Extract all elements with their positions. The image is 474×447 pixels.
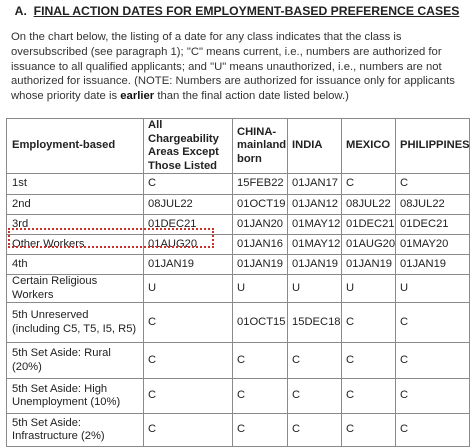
- table-cell: 01JAN19: [396, 255, 470, 275]
- table-cell: C: [144, 303, 233, 343]
- section-heading: [0, 0, 474, 18]
- table-cell: C: [396, 379, 470, 414]
- table-cell: U: [288, 275, 342, 303]
- table-cell: C: [396, 414, 470, 447]
- row-label: Other Workers: [7, 235, 144, 255]
- header-india: INDIA: [288, 119, 342, 174]
- row-label: 1st: [7, 174, 144, 195]
- table-cell: C: [288, 343, 342, 379]
- table-cell: 01MAY12: [288, 215, 342, 235]
- table-cell: U: [233, 275, 288, 303]
- table-cell: C: [396, 174, 470, 195]
- row-label: 3rd: [7, 215, 144, 235]
- table-cell: 08JUL22: [144, 195, 233, 215]
- table-cell: C: [342, 343, 396, 379]
- table-cell: 01JAN19: [288, 255, 342, 275]
- row-label: 5th Set Aside: Infrastructure (2%): [7, 414, 144, 447]
- table-cell: 01AUG20: [144, 235, 233, 255]
- table-row-other-workers: [7, 235, 470, 255]
- table-cell: 01OCT19: [233, 195, 288, 215]
- table-cell: 01JAN16: [233, 235, 288, 255]
- table-cell: C: [288, 414, 342, 447]
- table-cell: C: [144, 379, 233, 414]
- table-cell: C: [342, 303, 396, 343]
- table-row: [7, 414, 470, 447]
- table-cell: 01DEC21: [342, 215, 396, 235]
- table-cell: C: [342, 414, 396, 447]
- table-cell: 01JAN12: [288, 195, 342, 215]
- table-cell: 01OCT15: [233, 303, 288, 343]
- table-row: [7, 275, 470, 303]
- table-cell: C: [342, 379, 396, 414]
- table-cell: U: [396, 275, 470, 303]
- table-cell: C: [233, 379, 288, 414]
- table-header-row: [7, 119, 470, 174]
- table-cell: 01JAN20: [233, 215, 288, 235]
- table-cell: 01JAN19: [342, 255, 396, 275]
- final-action-dates-table: [6, 118, 470, 447]
- row-label: Certain Religious Workers: [7, 275, 144, 303]
- table-cell: U: [144, 275, 233, 303]
- table-row: [7, 255, 470, 275]
- table-cell: C: [288, 379, 342, 414]
- table-cell: C: [144, 343, 233, 379]
- section-letter: A.: [14, 4, 27, 18]
- table-cell: 08JUL22: [342, 195, 396, 215]
- row-label: 4th: [7, 255, 144, 275]
- table-row: [7, 195, 470, 215]
- row-label: 5th Set Aside: High Unemployment (10%): [7, 379, 144, 414]
- table-cell: C: [233, 343, 288, 379]
- table-cell: 01MAY12: [288, 235, 342, 255]
- header-mexico: MEXICO: [342, 119, 396, 174]
- table-cell: 01MAY20: [396, 235, 470, 255]
- table-cell: 01JAN19: [233, 255, 288, 275]
- table-cell: 15DEC18: [288, 303, 342, 343]
- table-cell: 15FEB22: [233, 174, 288, 195]
- intro-text-part2: than the final action date listed below.): [154, 90, 349, 103]
- table-cell: C: [396, 303, 470, 343]
- intro-text-part1: On the chart below, the listing of a date for any class indicates that the class is oversubscribed (see paragraph 1); "C" means current, i.e., numbers are authorized for issuance to all qualified applicants; and "U" means unauthorized, i.e., numbers are not authorized for issuance. (NOTE: Numbers are authorized for issuance only for applicants whose priority date is: [11, 31, 455, 103]
- table-cell: 01AUG20: [342, 235, 396, 255]
- row-label: 2nd: [7, 195, 144, 215]
- table-cell: C: [396, 343, 470, 379]
- table-cell: C: [144, 414, 233, 447]
- header-all-chargeability: All Chargeability Areas Except Those Listed: [144, 119, 233, 174]
- table-row: [7, 343, 470, 379]
- table-cell: 01DEC21: [144, 215, 233, 235]
- table-cell: 01JAN19: [144, 255, 233, 275]
- header-philippines: PHILIPPINES: [396, 119, 470, 174]
- intro-paragraph: [11, 30, 464, 104]
- header-employment-based: Employment-based: [7, 119, 144, 174]
- table-cell: C: [144, 174, 233, 195]
- section-title: FINAL ACTION DATES FOR EMPLOYMENT-BASED PREFERENCE CASES: [33, 4, 460, 18]
- table-row: [7, 174, 470, 195]
- row-label: 5th Unreserved (including C5, T5, I5, R5): [7, 303, 144, 343]
- table-row: [7, 379, 470, 414]
- table-cell: 01JAN17: [288, 174, 342, 195]
- table-row: [7, 215, 470, 235]
- table-cell: C: [233, 414, 288, 447]
- header-china: CHINA-mainland born: [233, 119, 288, 174]
- table-cell: 01DEC21: [396, 215, 470, 235]
- row-label: 5th Set Aside: Rural (20%): [7, 343, 144, 379]
- table-cell: C: [342, 174, 396, 195]
- table-cell: 08JUL22: [396, 195, 470, 215]
- intro-text-bold: earlier: [120, 90, 155, 103]
- table-cell: U: [342, 275, 396, 303]
- table-row: [7, 303, 470, 343]
